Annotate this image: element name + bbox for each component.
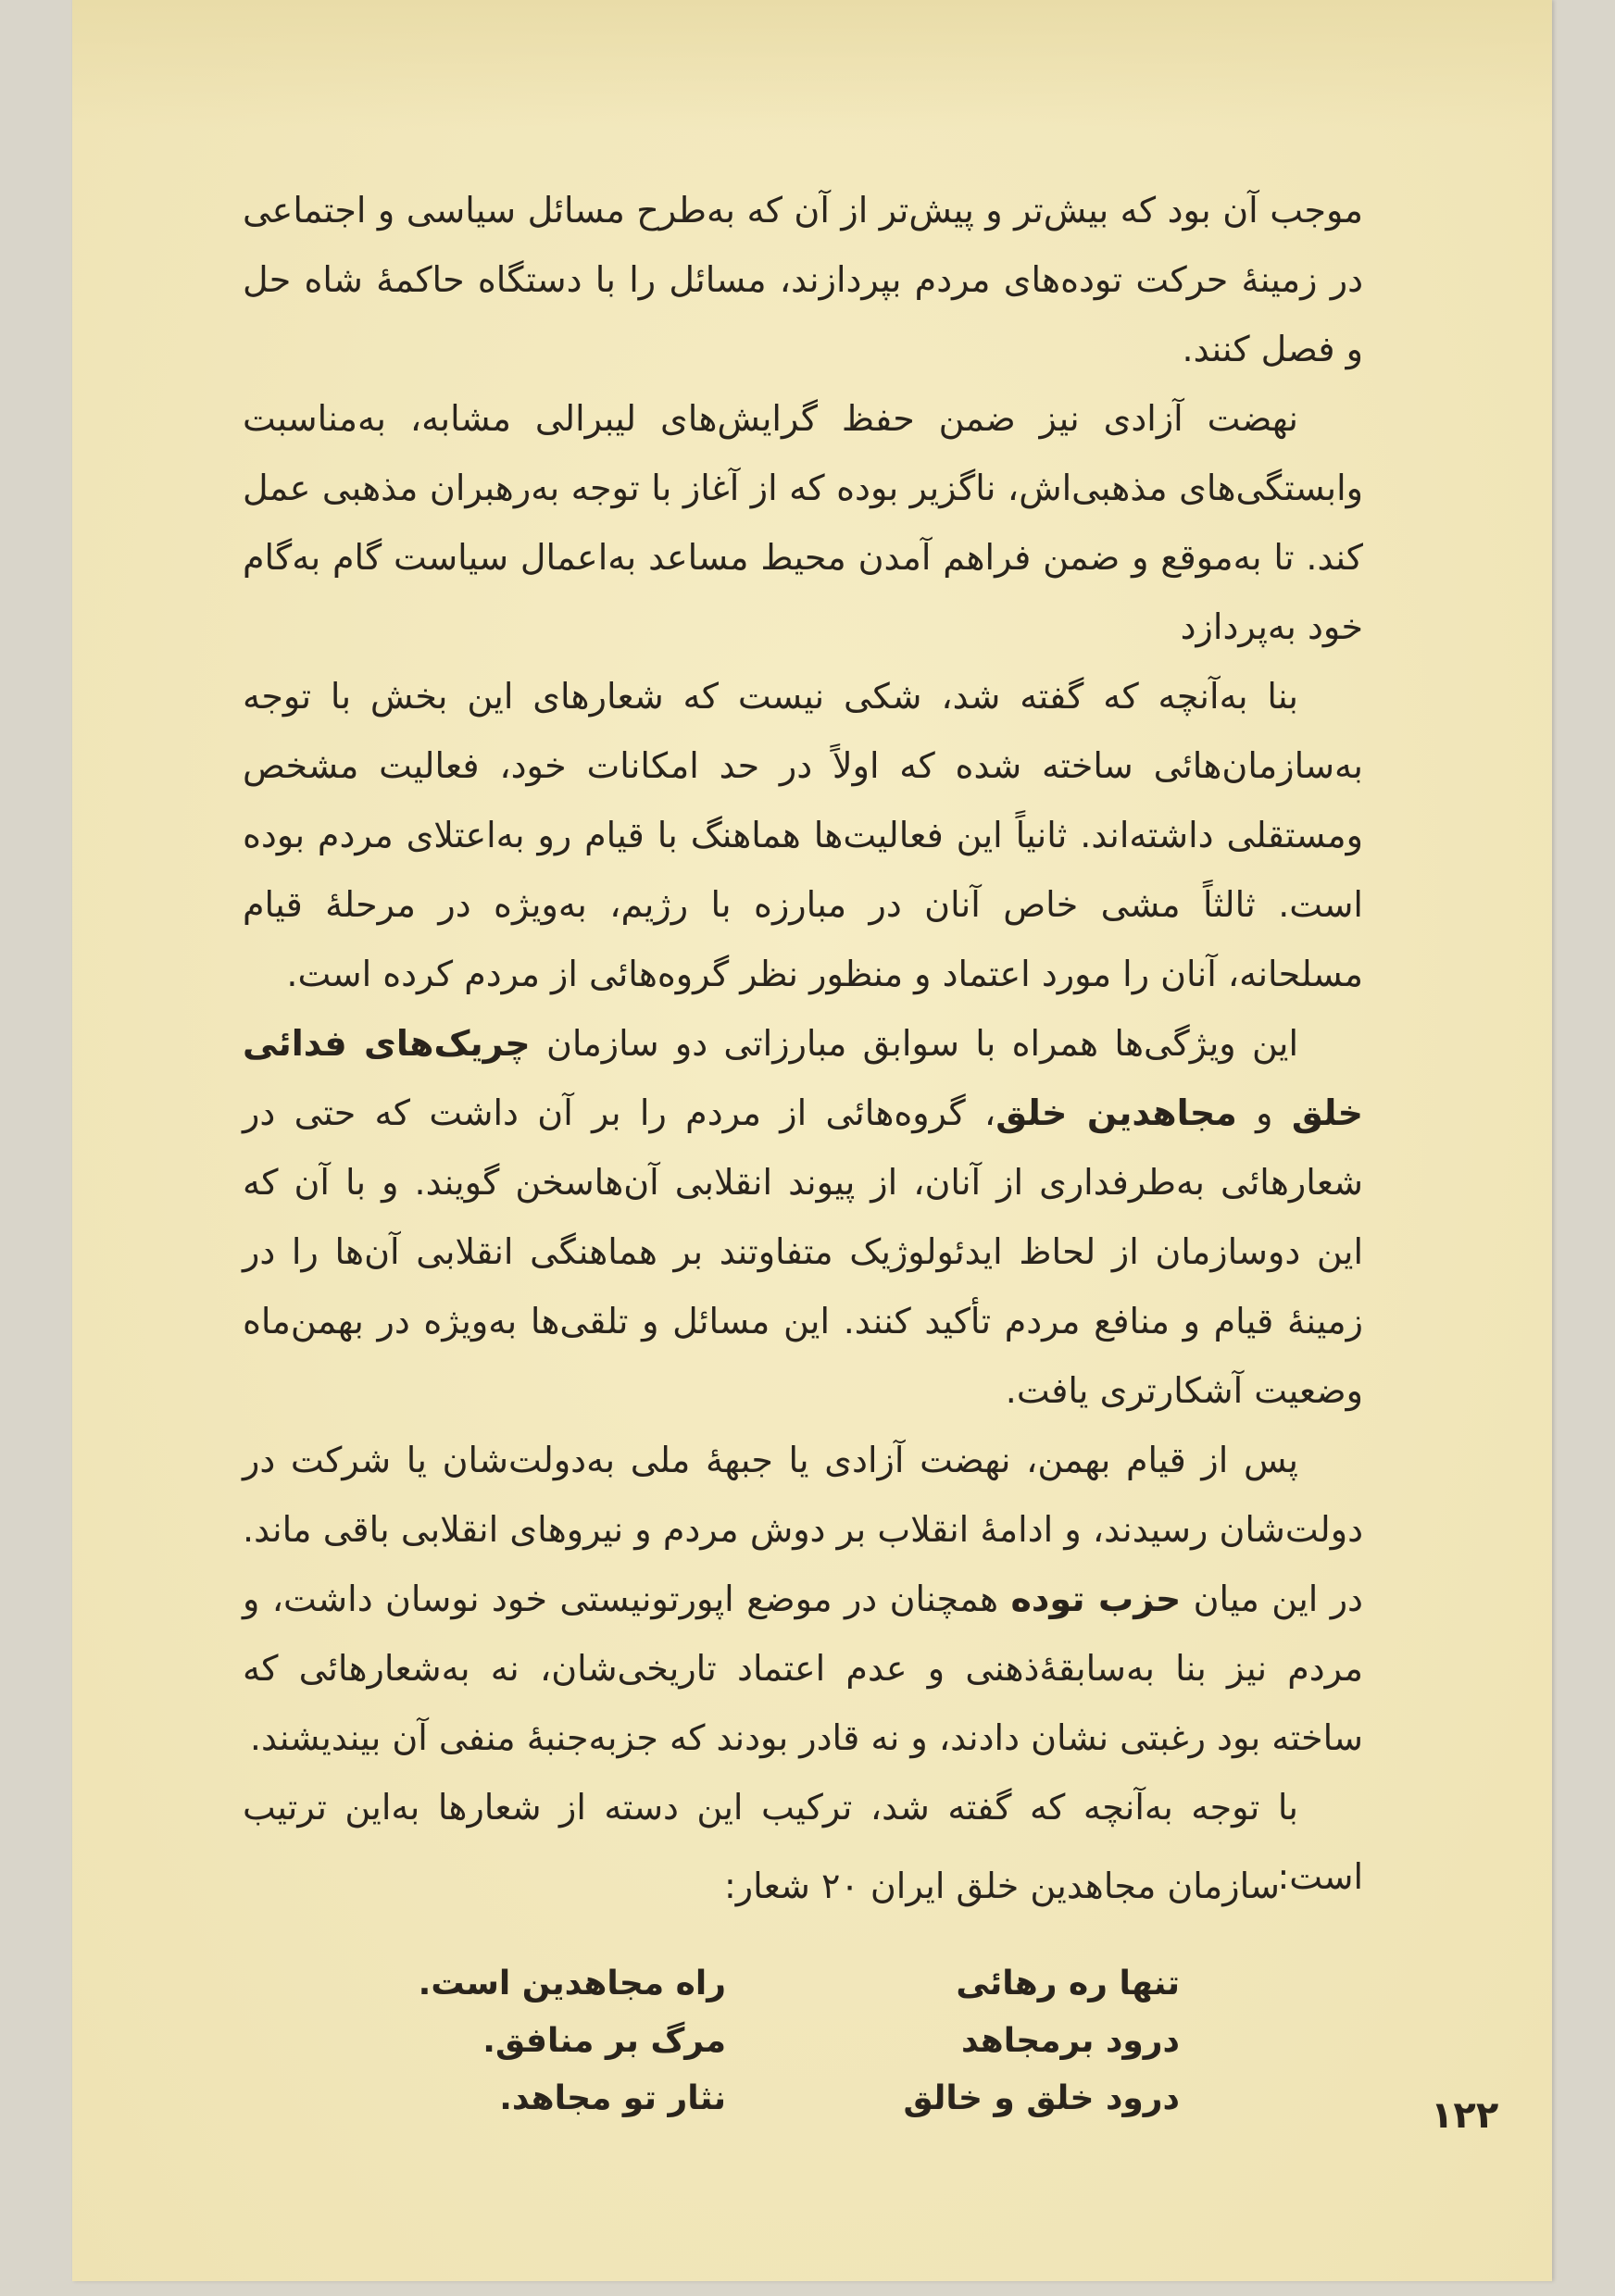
slogans-first-halves xyxy=(874,1955,1180,2128)
paragraph-4 xyxy=(243,1009,1363,1426)
fadaian-name: چریک‌های فدائی خلق xyxy=(243,1023,1363,1133)
body-text xyxy=(243,176,1363,1912)
paragraph-5-part-c: همچنان در موضع اپورتونیستی خود نوسان داشت، و مردم نیز بنا به‌سابقهٔ‌ذهنی و عدم اعتماد تاریخی‌شان، نه به‌شعارهائی که ساخته بود رغبتی نشان دادند، و نه قادر بودند که جزبه‌جنبهٔ منفی آن بیندیشند. xyxy=(243,1578,1363,1758)
mojahedin-name: مجاهدین خلق xyxy=(995,1092,1237,1133)
paragraph-1: موجب آن بود که بیش‌تر و پیش‌تر از آن که به‌طرح مسائل سیاسی و اجتماعی در زمینهٔ حرکت توده‌های مردم بپردازند، مسائل را با دستگاه حاکمهٔ شاه حل و فصل کنند. xyxy=(243,190,1363,369)
paragraph-4-part-e: ، گروه‌هائی از مردم را بر آن داشت که حتی در شعارهائی به‌طرفداری از آنان، از پیوند انقلابی آن‌ها‌سخن گویند. و با آن که این دوسازمان از لحاظ ایدئولوژیک متفاوتند بر هماهنگی انقلابی آن‌ها را در زمینهٔ قیام و منافع مردم تأکید کنند. این مسائل و تلقی‌ها به‌ویژه در بهمن‌ماه وضعیت آشکارتری یافت. xyxy=(243,1092,1363,1411)
paragraph-2: نهضت آزادی نیز ضمن حفظ گرایش‌های لیبرالی مشابه، به‌مناسبت وابستگی‌های مذهبی‌اش، ناگزیر بوده که از آغاز با توجه به‌رهبران مذهبی عمل کند. تا به‌موقع و ضمن فراهم آمدن محیط مساعد به‌اعمال سیاست گام به‌گام خود به‌پردازد xyxy=(243,398,1363,647)
slogan-heading: سازمان مجاهدین خلق ایران ۲۰ شعار: xyxy=(723,1866,1280,1906)
slogan-right-3: درود خلق و خالق xyxy=(903,2079,1180,2117)
slogans-second-halves xyxy=(411,1955,726,2128)
slogan-left-2: مرگ بر منافق. xyxy=(482,2022,726,2060)
paragraph-4-part-a: این ویژگی‌ها همراه با سوابق مبارزاتی دو سازمان xyxy=(530,1023,1298,1064)
paragraph-3: بنا به‌آنچه که گفته شد، شکی نیست که شعارهای این بخش با توجه به‌سازمان‌هائی ساخته شده که اولاً در حد امکانات خود، فعالیت مشخص ومستقلی داشته‌اند. ثانیاً این فعالیت‌ها هماهنگ با قیام رو به‌اعتلای مردم بوده است. ثالثاً مشی خاص آنان در مبارزه با رژیم، به‌ویژه در مرحلهٔ قیام مسلحانه، آنان را مورد اعتماد و منظور نظر گروه‌هائی از مردم کرده است. xyxy=(243,676,1363,994)
paragraph-5-part-a: پس از قیام بهمن، نهضت آزادی یا جبههٔ ملی به‌دولت‌شان یا شرکت در دولت‌شان رسیدند، و ادامهٔ انقلاب بر دوش مردم و نیروهای انقلابی باقی ماند. در این میان xyxy=(243,1440,1363,1619)
paragraph-4-part-c: و xyxy=(1236,1092,1292,1133)
page-number: ۱۲۲ xyxy=(1431,2094,1499,2137)
paragraph-5 xyxy=(243,1426,1363,1773)
page-top-shade xyxy=(72,0,1552,130)
slogan-left-3: نثار تو مجاهد. xyxy=(499,2079,726,2117)
slogan-left-1: راه مجاهدین است. xyxy=(418,1965,726,2003)
slogan-right-2: درود برمجاهد xyxy=(960,2022,1180,2060)
slogan-right-1: تنها ره رهائی xyxy=(956,1965,1180,2003)
tudeh-party-name: حزب توده xyxy=(1010,1578,1182,1619)
paragraph-6: با توجه به‌آنچه که گفته شد، ترکیب این دسته از شعارها به‌این ترتیب است: xyxy=(243,1787,1363,1897)
